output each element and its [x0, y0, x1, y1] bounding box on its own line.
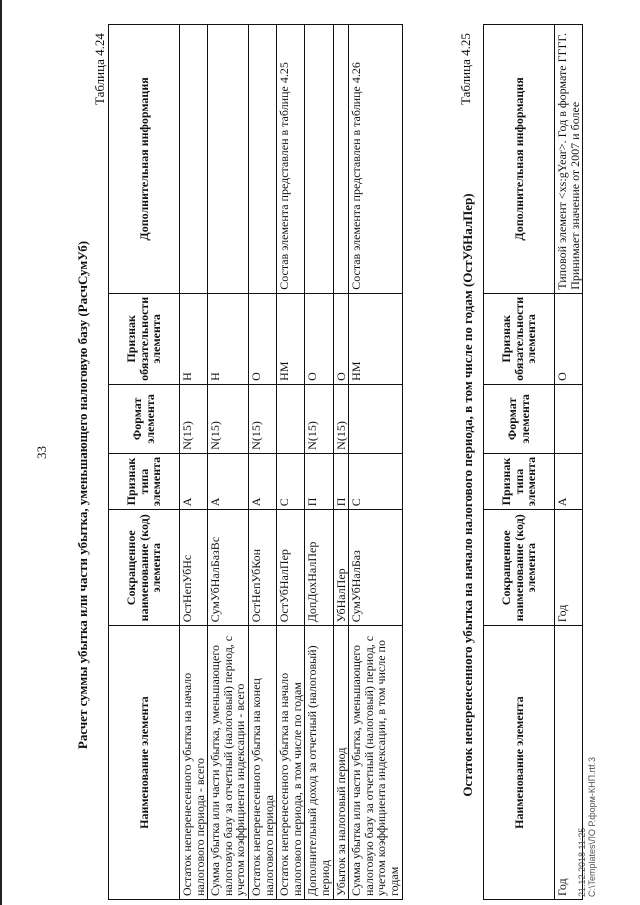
table-row [208, 25, 249, 900]
table-cell: С [277, 453, 305, 509]
table-cell: А [555, 453, 583, 509]
table1-caption: Таблица 4.24 [92, 33, 107, 105]
table-cell: Состав элемента представлен в таблице 4.25 [277, 25, 305, 294]
table-cell: Год [555, 626, 583, 900]
scan-edge-line [0, 0, 2, 905]
table-row [248, 25, 276, 900]
table-cell: N(15) [180, 384, 208, 453]
table-row [349, 25, 402, 900]
table-header-row [484, 25, 555, 900]
table-cell: УбНалПер [333, 510, 349, 626]
table-cell [555, 384, 583, 453]
header-cell: Признак типа элемента [484, 453, 555, 509]
header-cell: Формат элемента [484, 384, 555, 453]
table-cell [208, 25, 249, 294]
header-cell: Признак обязательности элемента [484, 293, 555, 384]
table-cell: О [248, 293, 276, 384]
table-cell [180, 25, 208, 294]
table-cell: N(15) [305, 384, 333, 453]
page-number: 33 [34, 446, 49, 459]
table-cell: Дополнительный доход за отчетный (налоговый) период [305, 626, 333, 900]
stamp-line: 21.12.2018 11:25 [577, 827, 587, 897]
table-row [180, 25, 208, 900]
header-cell: Признак обязательности элемента [109, 293, 180, 384]
table-cell: С [349, 453, 402, 509]
header-cell: Дополнительная информация [109, 25, 180, 294]
table-cell [305, 25, 333, 294]
table-cell: ДопДохНалПер [305, 510, 333, 626]
header-cell: Сокращенное наименование (код) элемента [109, 510, 180, 626]
stamp-line: C:\Templates\ЛО Р.форм-КНП.rtf.3 [586, 756, 597, 897]
table-4-24 [108, 24, 403, 900]
table-cell: А [208, 453, 249, 509]
table-cell: N(15) [248, 384, 276, 453]
table-header-row [109, 25, 180, 900]
table-cell: Остаток неперенесенного убытка на начало налогового периода - всего [180, 626, 208, 900]
header-cell: Формат элемента [109, 384, 180, 453]
table-cell: НМ [277, 293, 305, 384]
table-cell: Н [208, 293, 249, 384]
table-cell: О [333, 293, 349, 384]
header-cell: Сокращенное наименование (код) элемента [484, 510, 555, 626]
table-cell: Убыток за налоговый период [333, 626, 349, 900]
table-cell: П [305, 453, 333, 509]
table-cell: ОстУбНалПер [277, 510, 305, 626]
table-cell: Остаток неперенесенного убытка на начало налогового периода, в том числе по годам [277, 626, 305, 900]
table-cell [277, 384, 305, 453]
table2-caption: Таблица 4.25 [458, 33, 473, 105]
table-cell: ОстНепУбНс [180, 510, 208, 626]
table-cell: ОстНепУбКон [248, 510, 276, 626]
table-cell: СумУбНалБаз [349, 510, 402, 626]
table-4-25 [483, 24, 583, 900]
table-cell: СумУбНалБазВс [208, 510, 249, 626]
table-cell: Типовой элемент <xs:gYear>. Год в формате ГГГГ. Принимает значение от 2007 и более [555, 25, 583, 294]
table2-title: Остаток неперенесенного убытка на начало налогового периода, в том числе по годам (ОстУбНалПер) [460, 193, 475, 797]
table-cell [333, 25, 349, 294]
header-cell: Дополнительная информация [484, 25, 555, 294]
header-cell: Наименование элемента [484, 626, 555, 900]
table-cell: Состав элемента представлен в таблице 4.26 [349, 25, 402, 294]
table1-title: Расчет суммы убытка или части убытка, уменьшающего налоговую базу (РасчСумУб) [75, 240, 90, 750]
header-cell: Признак типа элемента [109, 453, 180, 509]
table-cell: Н [180, 293, 208, 384]
table-cell: О [555, 293, 583, 384]
table-cell: А [248, 453, 276, 509]
table-row [305, 25, 333, 900]
table-cell: А [180, 453, 208, 509]
table-cell [349, 384, 402, 453]
table-row [333, 25, 349, 900]
table-cell: О [305, 293, 333, 384]
table-cell: НМ [349, 293, 402, 384]
table-cell: П [333, 453, 349, 509]
table-cell: Сумма убытка или части убытка, уменьшающего налоговую базу за отчетный (налоговый) период, с учетом коэффициента индексации - всего [208, 626, 249, 900]
header-cell: Наименование элемента [109, 626, 180, 900]
table-row [277, 25, 305, 900]
table-cell: Год [555, 510, 583, 626]
table-cell: N(15) [208, 384, 249, 453]
table-cell: Остаток неперенесенного убытка на конец налогового периода [248, 626, 276, 900]
table-cell: Сумма убытка или части убытка, уменьшающего налоговую базу за отчетный (налоговый) период, с учетом коэффициента индексации, в том числе по годам [349, 626, 402, 900]
table-cell: N(15) [333, 384, 349, 453]
table-cell [248, 25, 276, 294]
file-stamp [578, 757, 598, 897]
